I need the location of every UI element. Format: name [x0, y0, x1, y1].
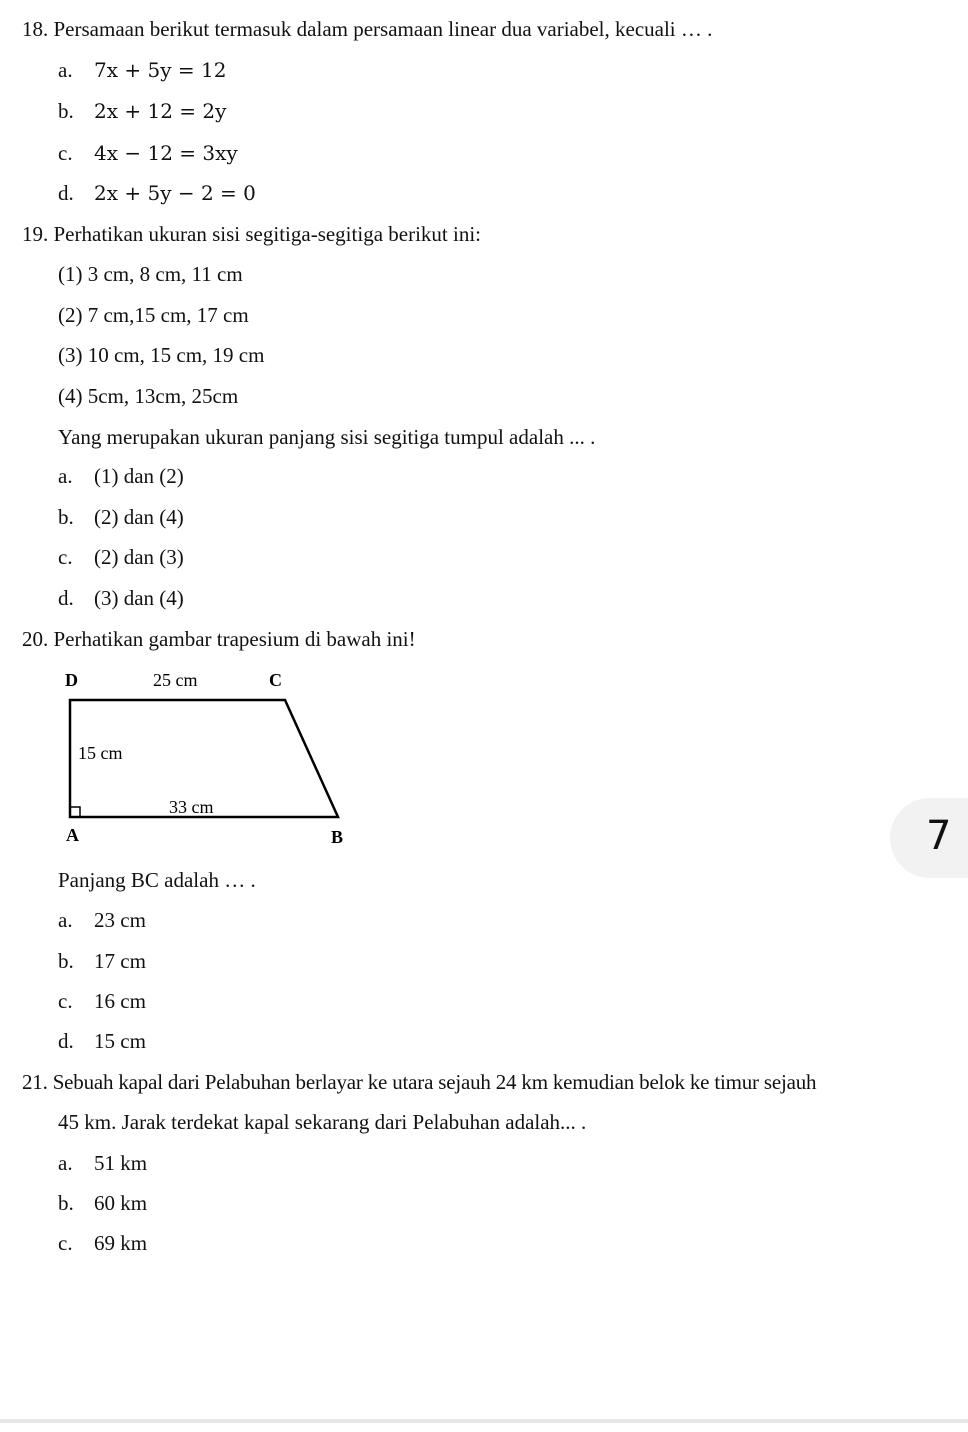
q19-stem: 19. Perhatikan ukuran sisi segitiga-segitiga berikut ini:	[22, 222, 481, 246]
trapezoid-figure	[55, 665, 375, 855]
q21-option-b[interactable]	[58, 1190, 147, 1216]
q20-option-c[interactable]	[58, 988, 146, 1014]
option-text: 51 km	[94, 1151, 148, 1175]
option-letter: c.	[58, 141, 73, 165]
option-letter: d.	[58, 586, 74, 610]
option-letter: b.	[58, 99, 74, 123]
q19-option-b[interactable]	[58, 504, 184, 530]
bottom-side-label: 33 cm	[169, 797, 214, 817]
option-letter: d.	[58, 1029, 74, 1053]
q19-item-3: (3) 10 cm, 15 cm, 19 cm	[58, 343, 265, 367]
q18-option-c[interactable]	[58, 140, 238, 166]
option-letter: a.	[58, 464, 73, 488]
q20-option-a[interactable]	[58, 907, 146, 933]
vertex-d-label: D	[65, 670, 78, 690]
option-letter: c.	[58, 989, 73, 1013]
option-text: 17 cm	[94, 949, 146, 973]
q19-question: Yang merupakan ukuran panjang sisi segitiga tumpul adalah ... .	[58, 425, 596, 449]
option-text: (2) dan (4)	[94, 505, 184, 529]
option-letter: a.	[58, 1151, 73, 1175]
height-label: 15 cm	[78, 743, 123, 763]
q21-stem-line2: 45 km. Jarak terdekat kapal sekarang dari Pelabuhan adalah... .	[58, 1110, 587, 1134]
option-text: 60 km	[94, 1191, 148, 1215]
q19-item-2: (2) 7 cm,15 cm, 17 cm	[58, 303, 249, 327]
option-text: 16 cm	[94, 989, 146, 1013]
q18-option-b[interactable]	[58, 98, 226, 124]
option-text: 2x + 5y − 2 = 0	[94, 181, 256, 205]
option-text: (1) dan (2)	[94, 464, 184, 488]
vertex-c-label: C	[269, 670, 282, 690]
q18-option-a[interactable]	[58, 57, 226, 83]
q19-option-a[interactable]	[58, 463, 184, 489]
option-letter: b.	[58, 1191, 74, 1215]
option-text: (3) dan (4)	[94, 586, 184, 610]
option-letter: d.	[58, 181, 74, 205]
q19-item-1: (1) 3 cm, 8 cm, 11 cm	[58, 262, 243, 286]
q21-option-c[interactable]	[58, 1230, 147, 1256]
option-letter: a.	[58, 908, 73, 932]
page-number: 7	[926, 813, 952, 859]
q20-option-d[interactable]	[58, 1028, 146, 1054]
q21-option-a[interactable]	[58, 1150, 147, 1176]
top-side-label: 25 cm	[153, 670, 198, 690]
q21-stem-line1: 21. Sebuah kapal dari Pelabuhan berlayar ke utara sejauh 24 km kemudian belok ke timur sejauh	[22, 1070, 817, 1094]
q20-question: Panjang BC adalah … .	[58, 868, 256, 892]
q19-option-c[interactable]	[58, 544, 184, 570]
option-text: 2x + 12 = 2y	[94, 99, 227, 123]
option-letter: c.	[58, 545, 73, 569]
vertex-b-label: B	[331, 827, 344, 847]
option-letter: b.	[58, 949, 74, 973]
q18-option-d[interactable]	[58, 180, 256, 206]
right-angle-marker	[70, 807, 80, 817]
option-letter: b.	[58, 505, 74, 529]
option-text: 23 cm	[94, 908, 146, 932]
option-letter: a.	[58, 58, 73, 82]
q18-stem: 18. Persamaan berikut termasuk dalam persamaan linear dua variabel, kecuali … .	[22, 17, 713, 41]
q19-item-4: (4) 5cm, 13cm, 25cm	[58, 384, 239, 408]
option-text: (2) dan (3)	[94, 545, 184, 569]
option-text: 15 cm	[94, 1029, 146, 1053]
option-text: 69 km	[94, 1231, 148, 1255]
q19-option-d[interactable]	[58, 585, 184, 611]
option-letter: c.	[58, 1231, 73, 1255]
option-text: 4x − 12 = 3xy	[94, 141, 238, 165]
q20-option-b[interactable]	[58, 948, 146, 974]
option-text: 7x + 5y = 12	[94, 58, 227, 82]
bottom-divider	[0, 1419, 968, 1423]
vertex-a-label: A	[66, 825, 79, 845]
q20-stem: 20. Perhatikan gambar trapesium di bawah ini!	[22, 627, 416, 651]
